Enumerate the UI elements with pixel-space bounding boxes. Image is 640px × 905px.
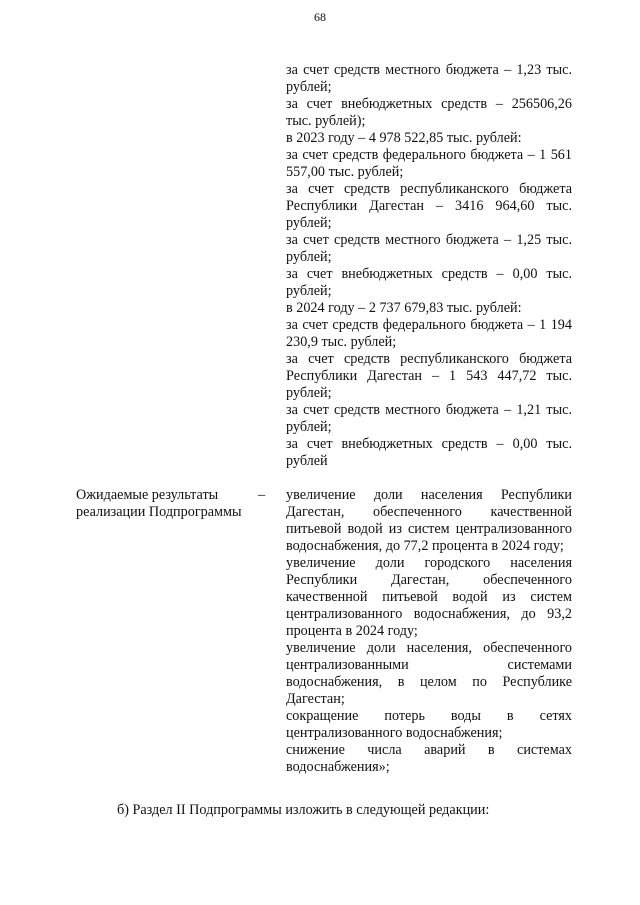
result-item: снижение числа аварий в системах водоснабжения»; [286, 742, 572, 775]
funding-line: в 2024 году – 2 737 679,83 тыс. рублей: [286, 300, 522, 316]
funding-line: за счет средств федерального бюджета – 1 194 230,9 тыс. рублей; [286, 317, 572, 350]
section-instruction: б) Раздел II Подпрограммы изложить в следующей редакции: [117, 802, 490, 818]
funding-breakdown [286, 62, 572, 470]
funding-line: в 2023 году – 4 978 522,85 тыс. рублей: [286, 130, 522, 146]
result-item: увеличение доли населения Республики Дагестан, обеспеченного качественной питьевой водой из систем централизованного водоснабжения, до 77,2 процента в 2024 году; [286, 487, 572, 554]
funding-line: за счет средств федерального бюджета – 1 561 557,00 тыс. рублей; [286, 147, 572, 180]
result-item: увеличение доли городского населения Республики Дагестан, обеспеченного качественной питьевой водой из систем централизованного водоснабжения, до 93,2 процента в 2024 году; [286, 555, 572, 639]
funding-line: за счет средств республиканского бюджета Республики Дагестан – 3416 964,60 тыс. рублей; [286, 181, 572, 231]
expected-results-list [286, 487, 572, 776]
funding-line: за счет внебюджетных средств – 0,00 тыс. рублей; [286, 266, 572, 299]
funding-line: за счет средств республиканского бюджета Республики Дагестан – 1 543 447,72 тыс. рублей; [286, 351, 572, 401]
funding-line: за счет внебюджетных средств – 0,00 тыс. рублей [286, 436, 572, 469]
funding-line: за счет средств местного бюджета – 1,21 тыс. рублей; [286, 402, 572, 435]
result-item: сокращение потерь воды в сетях централизованного водоснабжения; [286, 708, 572, 741]
funding-line: за счет внебюджетных средств – 256506,26 тыс. рублей); [286, 96, 572, 129]
expected-results-label: Ожидаемые результаты реализации Подпрограммы [76, 487, 242, 520]
funding-line: за счет средств местного бюджета – 1,25 тыс. рублей; [286, 232, 572, 265]
funding-line: за счет средств местного бюджета – 1,23 тыс. рублей; [286, 62, 572, 95]
page-number: 68 [314, 10, 326, 24]
label-dash: – [258, 487, 266, 503]
result-item: увеличение доли населения, обеспеченного централизованными системами водоснабжения, в целом по Республике Дагестан; [286, 640, 572, 707]
